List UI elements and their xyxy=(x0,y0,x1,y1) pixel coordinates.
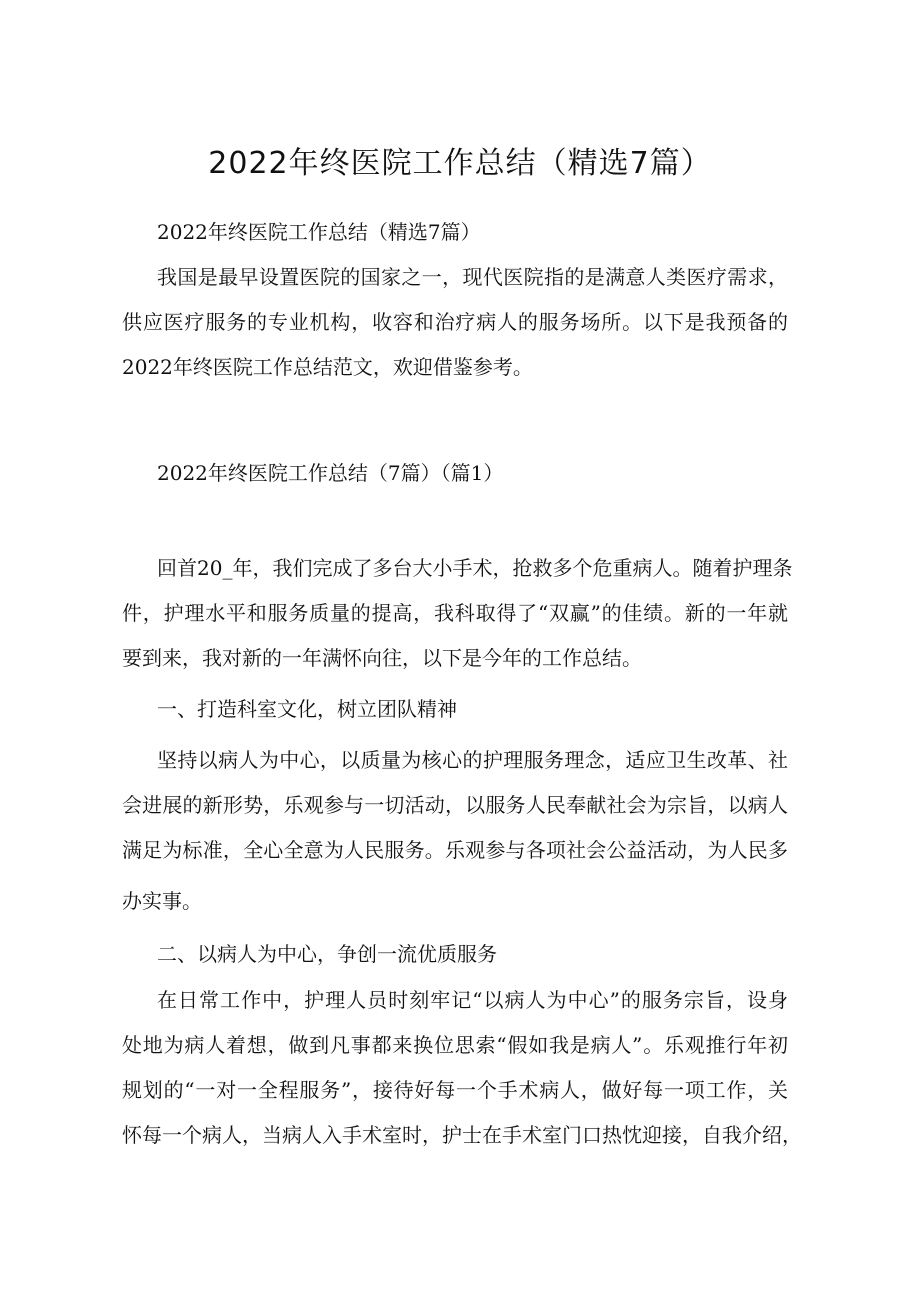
intro-line: 供应医疗服务的专业机构，收容和治疗病人的服务场所。以下是我预备的 xyxy=(122,310,788,334)
intro-line: 2022年终医院工作总结范文，欢迎借鉴参考。 xyxy=(122,355,533,379)
paragraph-line: 回首20_年，我们完成了多台大小手术，抢救多个危重病人。随着护理条 xyxy=(157,556,793,580)
paragraph-line: 坚持以病人为中心，以质量为核心的护理服务理念，适应卫生改革、社 xyxy=(157,748,788,772)
paragraph-line: 件，护理水平和服务质量的提高，我科取得了“双赢”的佳绩。新的一年就 xyxy=(122,601,788,625)
paragraph-line: 在日常工作中，护理人员时刻牢记“以病人为中心”的服务宗旨，设身 xyxy=(157,988,788,1012)
paragraph-line: 满足为标准，全心全意为人民服务。乐观参与各项社会公益活动，为人民多 xyxy=(122,838,788,862)
paragraph-line: 办实事。 xyxy=(122,889,202,913)
heading-1: 一、打造科室文化，树立团队精神 xyxy=(157,697,457,721)
paragraph-line: 要到来，我对新的一年满怀向往，以下是今年的工作总结。 xyxy=(122,646,642,670)
document-title: 2022年终医院工作总结（精选7篇） xyxy=(208,146,712,181)
paragraph-line: 处地为病人着想，做到凡事都来换位思索“假如我是病人”。乐观推行年初 xyxy=(122,1033,788,1057)
paragraph-line: 会进展的新形势，乐观参与一切活动，以服务人民奉献社会为宗旨，以病人 xyxy=(122,793,788,817)
paragraph-line: 怀每一个病人，当病人入手术室时，护士在手术室门口热忱迎接，自我介绍， xyxy=(122,1123,802,1147)
intro-line: 我国是最早设置医院的国家之一，现代医院指的是满意人类医疗需求， xyxy=(157,265,788,289)
paragraph-line: 规划的“一对一全程服务”，接待好每一个手术病人，做好每一项工作，关 xyxy=(122,1078,788,1102)
heading-2: 二、以病人为中心，争创一流优质服务 xyxy=(157,942,497,966)
subtitle: 2022年终医院工作总结（精选7篇） xyxy=(157,220,481,244)
section-heading: 2022年终医院工作总结（7篇）（篇1） xyxy=(157,461,504,485)
